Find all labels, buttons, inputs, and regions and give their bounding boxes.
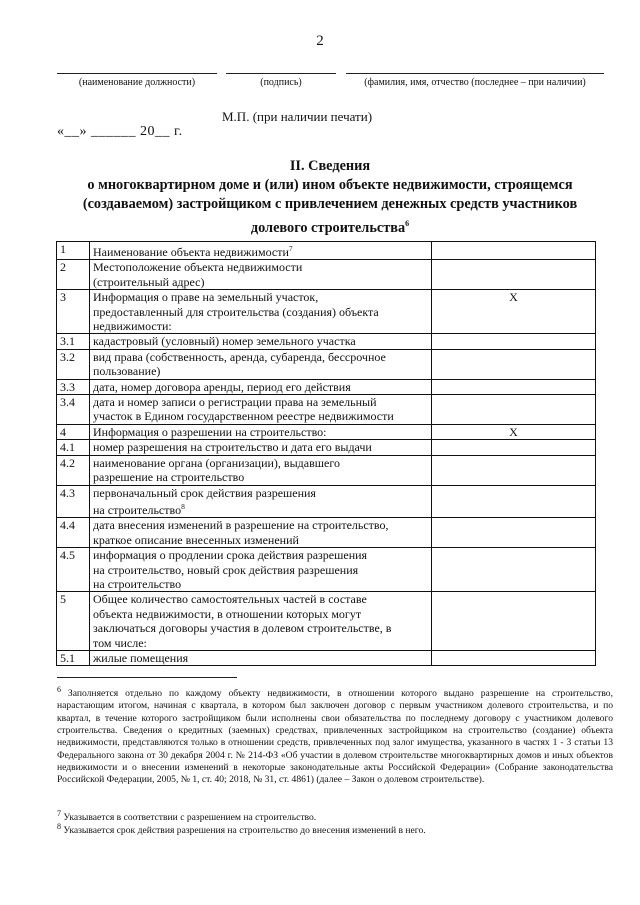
footnote-ref-6: 6 [405, 219, 410, 228]
table-row [57, 518, 596, 548]
row-label-line: участок в Едином государственном реестре недвижимости [93, 409, 394, 424]
row-label-line: Местоположение объекта недвижимости [93, 260, 303, 275]
row-number: 4.5 [57, 548, 90, 592]
row-label-text: кадастровый (условный) номер земельного участка [93, 334, 356, 349]
full-name-signature-line [346, 73, 604, 74]
row-value [432, 379, 596, 394]
row-label [90, 650, 432, 665]
row-number: 4 [57, 424, 90, 439]
row-label [90, 485, 432, 518]
row-number: 1 [57, 242, 90, 260]
row-label-text: дата, номер договора аренды, период его действия [93, 379, 351, 394]
row-label [90, 424, 432, 439]
row-label-text: Наименование объекта недвижимости$^7$ [93, 244, 293, 259]
row-label-line: предоставленный для строительства (создания) объекта [93, 304, 379, 319]
row-label-line: наименование органа (организации), выдавшего [93, 455, 340, 470]
table-row [57, 334, 596, 349]
row-number: 5.1 [57, 650, 90, 665]
table-row [57, 395, 596, 425]
row-label [90, 455, 432, 485]
row-value [432, 349, 596, 379]
info-table-body [57, 242, 596, 666]
row-label-line: дата внесения изменений в разрешение на строительство, [93, 518, 389, 533]
table-row [57, 592, 596, 651]
row-value [432, 242, 596, 260]
table-row [57, 440, 596, 455]
table-row [57, 260, 596, 290]
row-label-line: Информация о праве на земельный участок, [93, 290, 319, 305]
row-label-line: на строительство, новый срок действия разрешения [93, 562, 359, 577]
footnote-mark-7: 7 [57, 809, 61, 818]
row-value [432, 260, 596, 290]
row-label-line: информация о продлении срока действия разрешения [93, 548, 368, 563]
row-number: 5 [57, 592, 90, 651]
position-caption: (наименование должности) [78, 77, 196, 88]
row-label [90, 349, 432, 379]
table-row [57, 548, 596, 592]
row-number: 3.4 [57, 395, 90, 425]
signature-line [226, 73, 336, 74]
row-label [90, 242, 432, 260]
row-number: 4.2 [57, 455, 90, 485]
row-label [90, 592, 432, 651]
table-row [57, 455, 596, 485]
row-value: X [432, 424, 596, 439]
footnote-8-text: Указывается срок действия разрешения на строительство до внесения изменений в него. [63, 825, 426, 837]
row-value [432, 518, 596, 548]
footnote-separator [57, 677, 237, 678]
row-value: X [432, 290, 596, 334]
footnote-6-text: Заполняется отдельно по каждому объекту недвижимости, в отношении которого выдано разрешение на строительство, нарастающим итогом, начиная с квартала, в котором был заключен договор с первым участником долевого строительства, и по квартал, в течение которого застройщиком были исполнены свои обязательства по последнему договору с участником долевого строительства. Сведения о кредитных (заемных) средствах, привлеченных застройщиком на строительство (создание) объекта недвижимости, представляются только в отношении средств, привлеченных под залог имущества, указанного в частях 1 - 3 статьи 13 Федерального закона от 30 декабря 2004 г. № 214-ФЗ «Об участии в долевом строительстве многоквартирных домов и иных объектов недвижимости и о внесении изменений в некоторые законодательные акты Российской Федерации» (Собрание законодательства Российской Федерации, 2005, № 1, ст. 40; 2018, № 31, ст. 4861) (далее – Закон о долевом строительстве). [57, 688, 613, 786]
row-number: 4.1 [57, 440, 90, 455]
table-row [57, 379, 596, 394]
row-number: 2 [57, 260, 90, 290]
footnote-mark-6: 6 [57, 685, 61, 694]
row-label-line: том числе: [93, 635, 147, 650]
row-number: 3.3 [57, 379, 90, 394]
row-label-line: объекта недвижимости, в отношении которых могут [93, 606, 362, 621]
table-row [57, 424, 596, 439]
table-row [57, 485, 596, 518]
row-value [432, 440, 596, 455]
row-label-line: (строительный адрес) [93, 274, 205, 289]
row-label [90, 260, 432, 290]
row-label-line: на строительство [93, 576, 182, 591]
page-number: 2 [316, 33, 324, 49]
footnote-ref-7: 7 [288, 244, 293, 253]
row-value [432, 592, 596, 651]
row-label [90, 290, 432, 334]
row-number: 4.4 [57, 518, 90, 548]
row-label-text: жилые помещения [93, 650, 189, 665]
row-label-line: разрешение на строительство [93, 470, 245, 485]
signature-caption: (подпись) [260, 77, 302, 88]
footnote-6 [57, 684, 613, 787]
row-number: 3 [57, 290, 90, 334]
footnote-7-text: Указывается в соответствии с разрешением на строительство. [63, 812, 317, 824]
row-label-line: краткое описание внесенных изменений [93, 532, 299, 547]
row-number: 3.1 [57, 334, 90, 349]
row-label [90, 334, 432, 349]
row-label-text: номер разрешения на строительство и дата его выдачи [93, 440, 372, 455]
info-table [56, 241, 596, 666]
row-label [90, 440, 432, 455]
row-label [90, 548, 432, 592]
row-label-line: первоначальный срок действия разрешения [93, 485, 316, 500]
full-name-caption: (фамилия, имя, отчество (последнее – при наличии) [364, 77, 586, 88]
row-label-line: вид права (собственность, аренда, субаренда, бессрочное [93, 349, 386, 364]
row-label-line: дата и номер записи о регистрации права на земельный [93, 395, 377, 410]
row-value [432, 395, 596, 425]
footnote-mark-8: 8 [57, 822, 61, 831]
date-line: «__» ______ 20__ г. [57, 124, 183, 139]
table-row [57, 650, 596, 665]
section-subtitle-line-3 [40, 214, 620, 238]
footnote-ref-8: 8 [181, 501, 185, 511]
row-value [432, 650, 596, 665]
row-label [90, 379, 432, 394]
position-signature-line [57, 73, 217, 74]
footnote-8 [57, 821, 613, 837]
row-label-line: на строительство$^8$ [93, 501, 185, 517]
table-row [57, 349, 596, 379]
row-label-line: заключаться договоры участия в долевом строительстве, в [93, 621, 392, 636]
row-value [432, 455, 596, 485]
row-label-line: пользование) [93, 364, 161, 379]
section-subtitle-line-1: о многоквартирном доме и (или) ином объекте недвижимости, строящемся [87, 177, 573, 193]
row-number: 4.3 [57, 485, 90, 518]
section-title: II. Сведения [289, 158, 371, 174]
table-row [57, 290, 596, 334]
row-value [432, 548, 596, 592]
row-value [432, 485, 596, 518]
row-number: 3.2 [57, 349, 90, 379]
row-value [432, 334, 596, 349]
table-row [57, 242, 596, 260]
row-label-line: недвижимости: [93, 319, 172, 334]
section-subtitle-text: долевого строительства [250, 219, 406, 236]
section-subtitle-line-2: (создаваемом) застройщиком с привлечением денежных средств участников [82, 196, 578, 212]
row-label [90, 395, 432, 425]
stamp-placeholder: М.П. (при наличии печати) [222, 109, 373, 124]
row-label [90, 518, 432, 548]
row-label-line: Общее количество самостоятельных частей в составе [93, 592, 367, 607]
row-label-text: Информация о разрешении на строительство: [93, 424, 327, 439]
